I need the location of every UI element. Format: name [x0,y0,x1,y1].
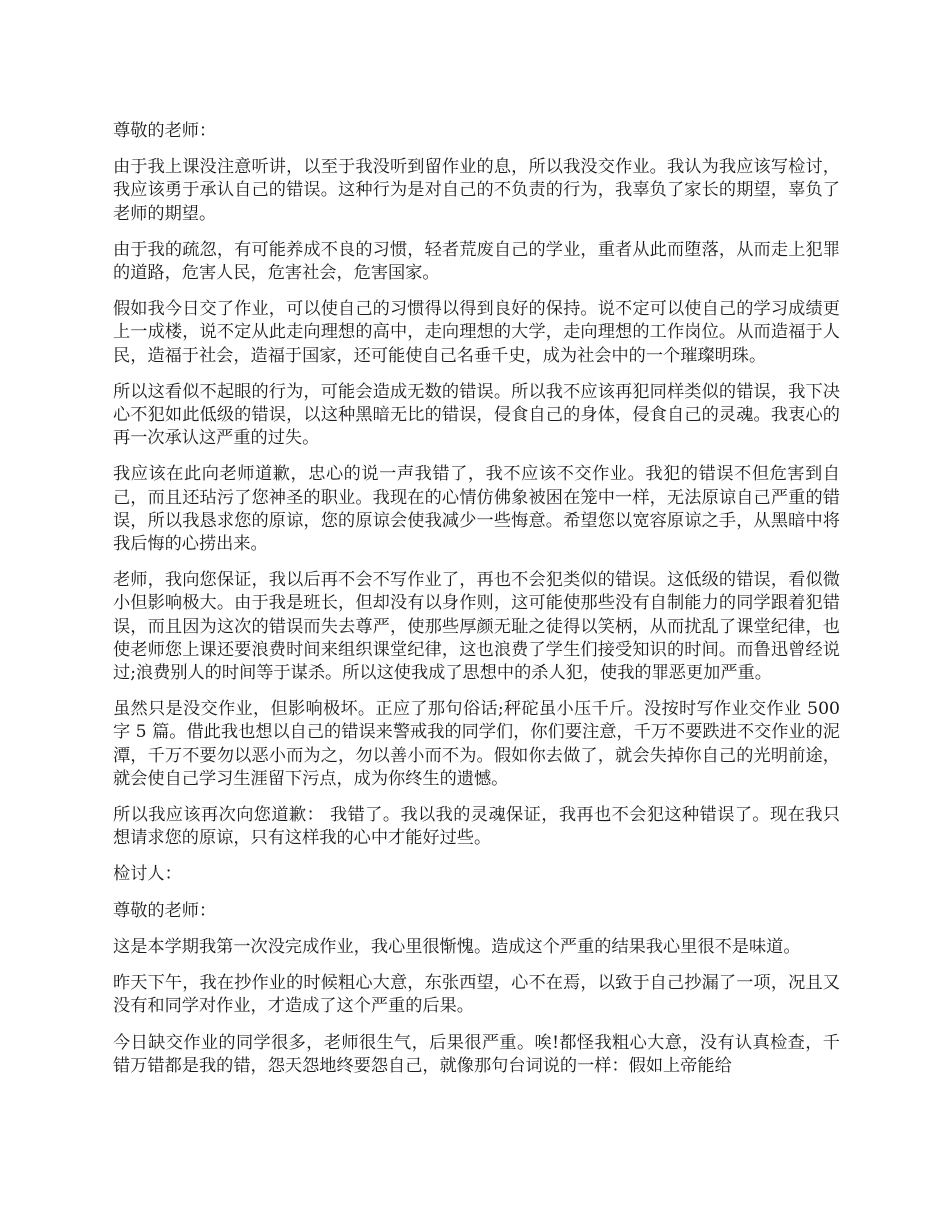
salutation: 尊敬的老师： [113,121,217,141]
paragraph: 这是本学期我第一次没完成作业，我心里很惭愧。造成这个严重的结果我心里很不是味道。 [113,936,801,957]
document-body [113,120,840,1091]
signature-label: 检讨人： [113,864,182,885]
paragraph: 我应该在此向老师道歉，忠心的说一声我错了，我不应该不交作业。我犯的错误不但危害到自己，而且还玷污了您神圣的职业。我现在的心情仿佛象被困在笼中一样，无法原谅自己严重的错误，所以我恳求您的原谅，您的原谅会使我减少一些悔意。希望您以宽容原谅之手，从黑暗中将我后悔的心捞出来。 [113,464,840,555]
paragraph: 假如我今日交了作业，可以使自己的习惯得以得到良好的保持。说不定可以使自己的学习成绩更上一成楼，说不定从此走向理想的高中，走向理想的大学，走向理想的工作岗位。从而造福于人民，造福于社会，造福于国家，还可能使自己名垂千史，成为社会中的一个璀璨明珠。 [113,299,840,366]
paragraph: 所以我应该再次向您道歉： 我错了。我以我的灵魂保证，我再也不会犯这种错误了。现在我只想请求您的原谅，只有这样我的心中才能好过些。 [113,805,840,849]
paragraph: 由于我的疏忽，有可能养成不良的习惯，轻者荒废自己的学业，重者从此而堕落，从而走上犯罪的道路，危害人民，危害社会，危害国家。 [113,239,840,284]
paragraph: 老师，我向您保证，我以后再不会不写作业了，再也不会犯类似的错误。这低级的错误，看似微小但影响极大。由于我是班长，但却没有以身作则，这可能使那些没有自制能力的同学跟着犯错误，而且因为这次的错误而失去尊严，使那些厚颜无耻之徒得以笑柄，从而扰乱了课堂纪律，也使老师您上课还要浪费时间来组织课堂纪律，这也浪费了学生们接受知识的时间。而鲁迅曾经说过;浪费别人的时间等于谋杀。所以这使我成了思想中的杀人犯，使我的罪恶更加严重。 [113,570,840,684]
paragraph: 由于我上课没注意听讲，以至于我没听到留作业的息，所以我没交作业。我认为我应该写检讨，我应该勇于承认自己的错误。这种行为是对自己的不负责的行为，我辜负了家长的期望，辜负了老师的期望。 [113,157,840,224]
paragraph: 所以这看似不起眼的行为，可能会造成无数的错误。所以我不应该再犯同样类似的错误，我下决心不犯如此低级的错误，以这种黑暗无比的错误，侵食自己的身体，侵食自己的灵魂。我衷心的再一次承认这严重的过失。 [113,381,840,449]
paragraph: 今日缺交作业的同学很多，老师很生气，后果很严重。唉!都怪我粗心大意，没有认真检查，千错万错都是我的错，怨天怨地终要怨自己，就像那句台词说的一样：假如上帝能给 [113,1032,840,1076]
paragraph: 虽然只是没交作业，但影响极坏。正应了那句俗话;秤砣虽小压千斤。没按时写作业交作业 500 字 5 篇。借此我也想以自己的错误来警戒我的同学们，你们要注意，千万不要跌进不交作业的泥潭，千万不要勿以恶小而为之，勿以善小而不为。假如你去做了，就会失掉你自己的光明前途，就会使自己学习生涯留下污点，成为你终生的遗憾。 [113,699,840,789]
paragraph: 昨天下午，我在抄作业的时候粗心大意，东张西望，心不在焉，以致于自己抄漏了一项，况且又没有和同学对作业，才造成了这个严重的后果。 [113,973,840,1017]
salutation: 尊敬的老师： [113,900,217,921]
